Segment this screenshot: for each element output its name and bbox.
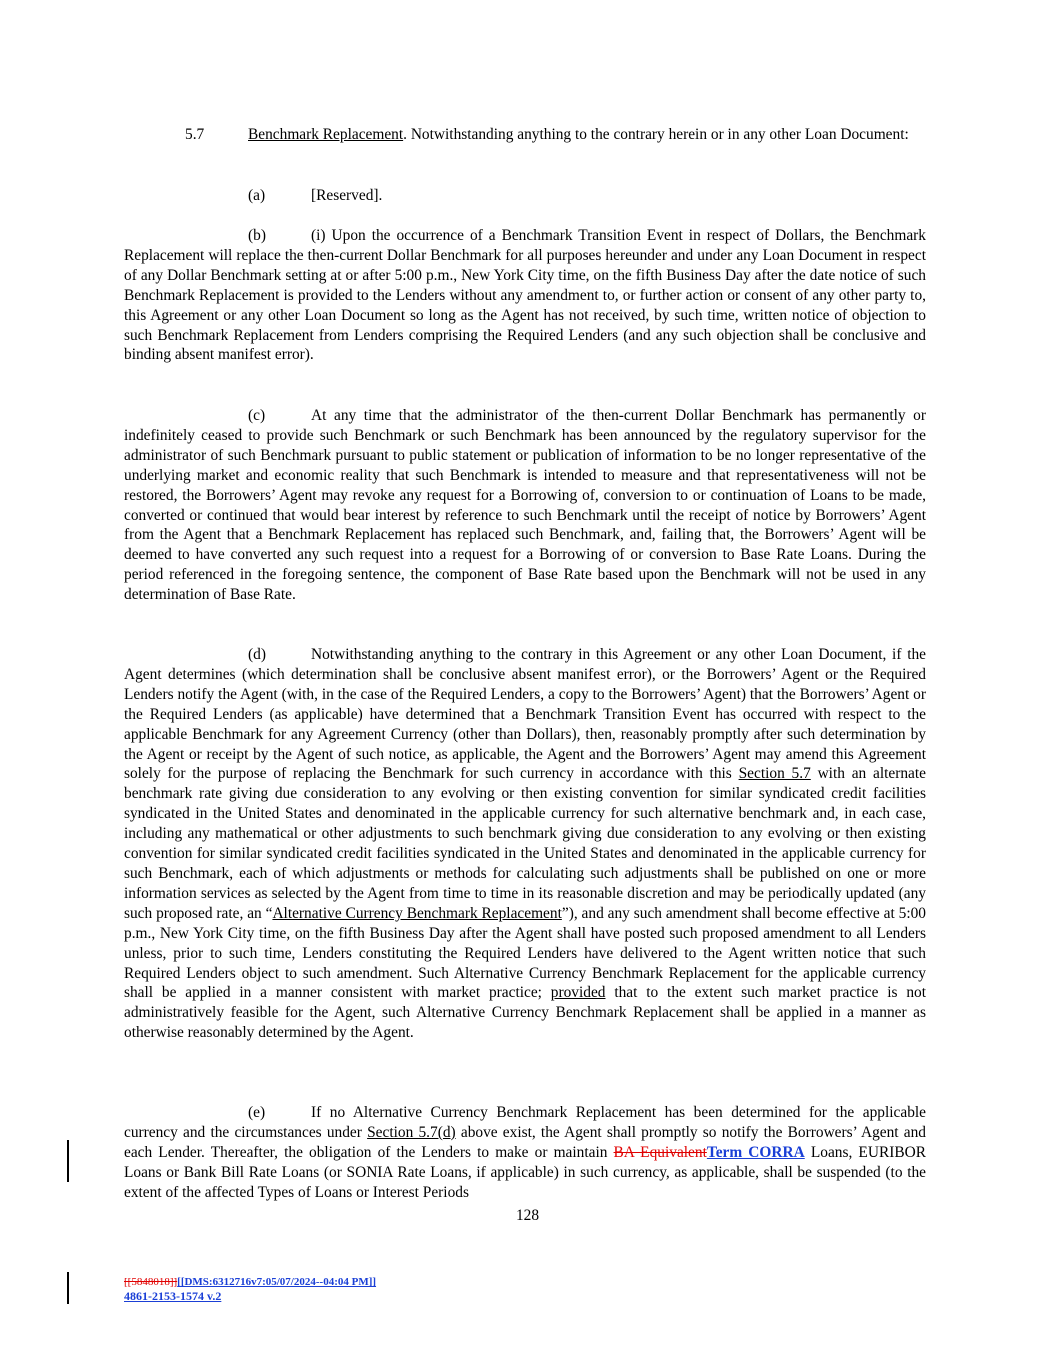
- proviso: provided: [550, 984, 606, 1002]
- paragraph-d-text-1: Notwithstanding anything to the contrary in this Agreement or any other Loan Document, if the Agent determines (which determination shall be conclusive absent manifest error), or the Borrowers’ Agent or the Required Lenders notify the Agent (with, in the case of the Required Lenders, a copy to the Borrowers’ Agent) that the Borrowers’ Agent or the Required Lenders (as applicable) have determined that a Benchmark Transition Event has occurred with respect to the applicable Benchmark for any Agreement Currency (other than Dollars), then, reasonably promptly after such determination by the Agent or receipt by the Agent of such notice, as applicable, the Agent and the Borrowers’ Agent may amend this Agreement solely for the purpose of replacing the Benchmark for such currency in accordance with this: [124, 646, 926, 783]
- paragraph-e-text-1: If no Alternative Currency Benchmark Replacement has been determined for the applicable currency and the circumstances under: [124, 1104, 926, 1141]
- footer-inserted-ref: [[DMS:6312716v7:05/07/2024--04:04 PM]]: [177, 1276, 377, 1288]
- paragraph-d-text-2: with an alternate benchmark rate giving due consideration to any evolving or then existing convention for similar syndicated credit facilities syndicated in the United States and denominated in the applicable currency for such alternative benchmark and, in each case, including any mathematical or other adjustments to such benchmark giving due consideration to any evolving or then existing convention for similar syndicated credit facilities syndicated in the United States and denominated in the applicable currency for such Benchmark, each of which adjustments or methods for calculating such adjustments shall be published on one or more information services as selected by the Agent from time to time in its reasonable discretion and may be periodically updated (any such proposed rate, an “: [124, 765, 926, 922]
- paragraph-d-label: (d): [248, 646, 266, 663]
- deleted-text: BA Equivalent: [613, 1143, 707, 1161]
- section-5-7-reference: Section 5.7: [738, 765, 811, 783]
- paragraph-b: [124, 226, 926, 365]
- section-heading: Benchmark Replacement: [248, 126, 404, 143]
- paragraph-d: [124, 645, 926, 1043]
- footer-change-bar: [67, 1272, 69, 1304]
- paragraph-a-text: [Reserved].: [311, 187, 383, 204]
- paragraph-e-label: (e): [248, 1104, 266, 1121]
- paragraph-e: [124, 1103, 926, 1203]
- paragraph-e-text-3: Loans, EURIBOR Loans or Bank Bill Rate Loans (or SONIA Rate Loans, if applicable) in such currency, as applicable, shall be suspended (to the extent of the affected Types of Loans or Interest Periods: [124, 1143, 926, 1201]
- paragraph-b-text: (i) Upon the occurrence of a Benchmark Transition Event in respect of Dollars, the Benchmark Replacement will replace the then-current Dollar Benchmark for all purposes hereunder and under any Loan Document in respect of any Dollar Benchmark setting at or after 5:00 p.m., New York City time, on the fifth Business Day after the date notice of such Benchmark Replacement is provided to the Lenders without any amendment to, or further action or consent of any other party to, this Agreement or any other Loan Document so long as the Agent has not received, by such time, written notice of objection to such Benchmark Replacement from Lenders comprising the Required Lenders (and any such objection shall be conclusive and binding absent manifest error).: [124, 227, 926, 364]
- paragraph-c: [124, 406, 926, 605]
- footer-deleted-ref: [[5848018]]: [124, 1276, 178, 1288]
- paragraph-a: [124, 186, 926, 206]
- paragraph-c-label: (c): [248, 407, 266, 424]
- inserted-text: Term CORRA: [706, 1143, 805, 1161]
- section-intro: . Notwithstanding anything to the contrary herein or in any other Loan Document:: [403, 126, 909, 143]
- paragraph-a-label: (a): [248, 187, 266, 204]
- footer-doc-id: 4861-2153-1574 v.2: [124, 1289, 222, 1303]
- paragraph-c-text: At any time that the administrator of the then-current Dollar Benchmark has permanently or indefinitely ceased to provide such Benchmark or such Benchmark has been announced by the regulatory supervisor for the administrator of such Benchmark pursuant to public statement or publication of information to be no longer representative of the underlying market and economic reality that such Benchmark is intended to measure and that representativeness will not be restored, the Borrowers’ Agent may revoke any request for a Borrowing of, conversion to or continuation of Loans to be made, converted or continued that would bear interest by reference to such Benchmark until the receipt of notice by Borrowers’ Agent from the Agent that a Benchmark Replacement has replaced such Benchmark, and, failing that, the Borrowers’ Agent will be deemed to have converted any such request into a request for a Borrowing of or conversion to Base Rate Loans. During the period referenced in the foregoing sentence, the component of Base Rate based upon the Benchmark will not be used in any determination of Base Rate.: [124, 407, 926, 604]
- page-number: 128: [515, 1207, 540, 1224]
- paragraph-d-text-4: that to the extent such market practice is not administratively feasible for the Agent, such Alternative Currency Benchmark Replacement shall be applied in a manner as otherwise reasonably determined by the Agent.: [124, 984, 927, 1042]
- section-number: 5.7: [185, 126, 205, 143]
- section-5-7-d-reference: Section 5.7(d): [367, 1123, 456, 1141]
- paragraph-d-text-3: ”), and any such amendment shall become effective at 5:00 p.m., New York City time, on the fifth Business Day after the Agent shall have posted such proposed amendment to all Lenders unless, prior to such time, Lenders constituting the Required Lenders have delivered to the Agent written notice that such Required Lenders object to such amendment. Such Alternative Currency Benchmark Replacement for the applicable currency shall be applied in a manner consistent with market practice;: [124, 904, 926, 1002]
- section-5-7: [124, 125, 926, 145]
- footer: [124, 1275, 376, 1303]
- paragraph-b-label: (b): [248, 227, 266, 244]
- change-bar: [67, 1140, 69, 1182]
- paragraph-e-text-2: above exist, the Agent shall promptly so notify the Borrowers’ Agent and each Lender. Thereafter, the obligation of the Lenders to make or maintain: [124, 1123, 926, 1161]
- defined-term: Alternative Currency Benchmark Replacement: [272, 904, 562, 922]
